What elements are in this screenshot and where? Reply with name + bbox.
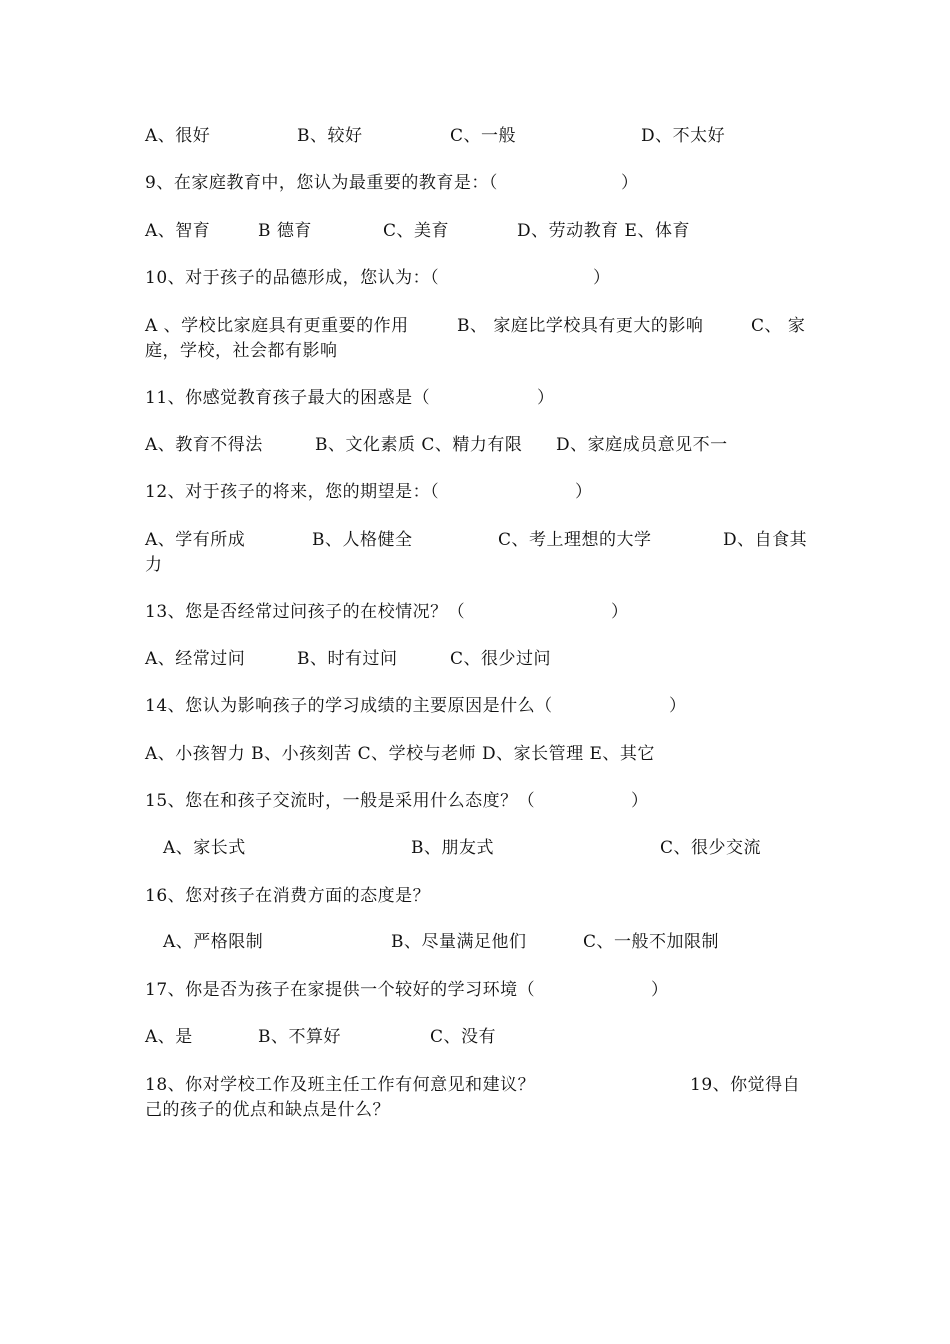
question-text: 12、对于孩子的将来，您的期望是：（ [145, 482, 440, 502]
option: B、时有过问 [297, 649, 398, 669]
option: C、很少过问 [450, 649, 552, 669]
answer-blank-close: ） [651, 980, 669, 1000]
option: B、人格健全 [312, 530, 413, 550]
option: C、考上理想的大学 [498, 530, 652, 550]
option: A、家长式 [163, 838, 246, 858]
question-text: 10、对于孩子的品德形成，您认为：（ [145, 268, 440, 288]
option: A、学有所成 [145, 530, 246, 550]
question-text: 9、在家庭教育中，您认为最重要的教育是：（ [145, 173, 498, 193]
option: C、美育 [383, 221, 450, 241]
option: D、自食其 [723, 530, 808, 550]
option: B、朋友式 [411, 838, 494, 858]
question-text: 14、您认为影响孩子的学习成绩的主要原因是什么（ [145, 696, 553, 716]
option: D、劳动教育 E、体育 [517, 221, 690, 241]
answer-blank-close: ） [537, 388, 555, 408]
option: B、尽量满足他们 [391, 932, 527, 952]
option: B、文化素质 C、精力有限 [315, 435, 523, 455]
question-text: 17、你是否为孩子在家提供一个较好的学习环境（ [145, 980, 536, 1000]
option: A、经常过问 [145, 649, 246, 669]
question-text: 11、你感觉教育孩子最大的困惑是（ [145, 388, 431, 408]
option: B 德育 [258, 221, 312, 241]
question-text: 13、您是否经常过问孩子的在校情况？（ [145, 602, 466, 622]
option: C、没有 [430, 1027, 497, 1047]
option: C、一般 [450, 126, 517, 146]
question-text: 15、您在和孩子交流时，一般是采用什么态度？（ [145, 791, 536, 811]
answer-blank-close: ） [621, 173, 639, 193]
question-text-q19: 19、你觉得自 [690, 1075, 801, 1095]
answer-blank-close: ） [669, 696, 687, 716]
option: C、一般不加限制 [583, 932, 720, 952]
option: A、小孩智力 B、小孩刻苦 C、学校与老师 D、家长管理 E、其它 [145, 744, 655, 764]
option: B、 家庭比学校具有更大的影响 [457, 316, 704, 336]
option-wrap: 庭，学校，社会都有影响 [145, 341, 338, 361]
option: A、教育不得法 [145, 435, 263, 455]
option-wrap: 力 [145, 555, 163, 575]
option: B、不算好 [258, 1027, 341, 1047]
option: C、 家 [751, 316, 806, 336]
option: A、智育 [145, 221, 211, 241]
option: A、严格限制 [163, 932, 264, 952]
option: D、不太好 [641, 126, 726, 146]
option: D、家庭成员意见不一 [556, 435, 728, 455]
question-text: 18、你对学校工作及班主任工作有何意见和建议？ [145, 1075, 536, 1095]
option: B、较好 [297, 126, 363, 146]
answer-blank-close: ） [611, 602, 629, 622]
option: C、很少交流 [660, 838, 762, 858]
question-text-wrap: 己的孩子的优点和缺点是什么？ [145, 1100, 390, 1120]
answer-blank-close: ） [575, 482, 593, 502]
answer-blank-close: ） [631, 791, 649, 811]
question-text: 16、您对孩子在消费方面的态度是？ [145, 886, 431, 906]
option: A、很好 [145, 126, 211, 146]
option: A 、学校比家庭具有更重要的作用 [145, 316, 409, 336]
option: A、是 [145, 1027, 193, 1047]
answer-blank-close: ） [593, 268, 611, 288]
